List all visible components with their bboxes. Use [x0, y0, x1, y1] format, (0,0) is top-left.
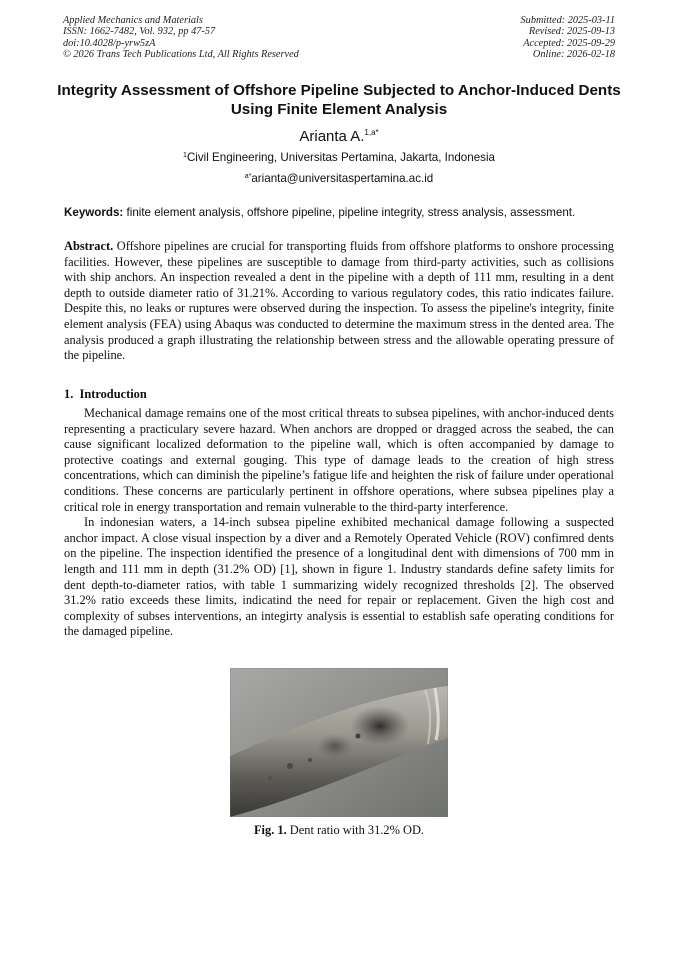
section-number: 1. [64, 387, 74, 401]
figure-1-photo [230, 668, 448, 817]
introduction-body [64, 406, 614, 640]
keywords-text: finite element analysis, offshore pipeline, pipeline integrity, stress analysis, assessment. [126, 206, 576, 219]
figure-label: Fig. 1. [253, 823, 287, 837]
journal-name: Applied Mechanics and Materials [63, 15, 203, 26]
section-heading [64, 387, 147, 402]
email-superscript: a* [244, 173, 252, 180]
paragraph: In indonesian waters, a 14-inch subsea pipeline exhibited mechanical damage following a suspected anchor impact. A close visual inspection by a diver and a Remotely Operated Vehicle (ROV) confimred dents on the pipeline. The inspection identified the presence of a longitudinal dent with dimensions of 700 mm in length and 111 mm in depth (31.2% OD) [1], shown in figure 1. Industry standards define safety limits for dent depth-to-diameter ratios, with table 1 summarizing widely recognized thresholds [2]. The observed 31.2% ratio exceeds these limits, indicatind the need for repair or replacement. Given the high cost and complexity of subses interventions, an integirty analysis is essential to establish safe operating conditions for the damaged pipeline. [64, 515, 614, 639]
figure-caption [0, 823, 678, 838]
author-superscript: 1,a* [364, 128, 379, 137]
affiliation-superscript: 1 [183, 152, 187, 159]
journal-header [63, 15, 299, 61]
keywords-label: Keywords: [64, 206, 124, 219]
date-online: Online: 2026-02-18 [532, 49, 615, 61]
author-line [0, 124, 678, 146]
abstract [64, 239, 614, 364]
date-submitted: Submitted: 2025-03-11 [520, 15, 615, 26]
journal-doi: doi:10.4028/p-yrw5zA [63, 37, 156, 49]
affiliation-text: Civil Engineering, Universitas Pertamina, Jakarta, Indonesia [186, 151, 495, 164]
keywords [64, 206, 616, 220]
paragraph: Mechanical damage remains one of the most critical threats to subsea pipelines, with anchor-induced dents representing a practiculary severe hazard. When anchors are dropped or dragged across the seabed, the can cause significant localized deformation to the pipeline wall, which is often accompanied by damage to protective coatings and external gouging. This type of damage leads to the creation of high stress concentrations, which can diminish the pipeline’s fatigue life and heighten the risk of failure under operational conditions. These concerns are particularly pertinent in offshore operations, where subsea pipelines play a critical role in energy transportation and remain vulnerable to the third-party interference. [64, 406, 614, 514]
email-link[interactable]: arianta@universitaspertamina.ac.id [251, 172, 434, 185]
date-accepted: Accepted: 2025-09-29 [523, 37, 615, 49]
abstract-label: Abstract. [64, 239, 114, 253]
abstract-text: Offshore pipelines are crucial for transporting fluids from offshore platforms to onshore processing facilities. However, these pipelines are susceptible to damage from third-party activities, such as collisions with ship anchors. An inspection revealed a dent in the pipeline with a depth of 111 mm, resulting in a dent depth to outside diameter ratio of 31.21%. According to various regulatory codes, this ratio indicates failure. Despite this, no leaks or ruptures were observed during the inspection. To assess the pipeline's integrity, finite element analysis (FEA) using Abaqus was conducted to determine the maximum stress in the dented area. The analysis produced a graph illustrating the relationship between stress and the allowable operating pressure of the pipeline. [64, 239, 614, 363]
journal-copyright: © 2026 Trans Tech Publications Ltd, All Rights Reserved [63, 49, 299, 61]
author-name: Arianta A. [299, 128, 365, 145]
date-revised: Revised: 2025-09-13 [528, 26, 615, 38]
journal-issn: ISSN: 1662-7482, Vol. 932, pp 47-57 [63, 26, 216, 38]
dates-header [521, 15, 615, 61]
figure-caption-text: Dent ratio with 31.2% OD. [289, 823, 425, 837]
section-title: Introduction [79, 387, 147, 401]
paper-title: Integrity Assessment of Offshore Pipeline Subjected to Anchor-Induced Dents Using Finite Element Analysis [57, 82, 621, 118]
email-line [0, 170, 678, 186]
affiliation [0, 149, 678, 165]
